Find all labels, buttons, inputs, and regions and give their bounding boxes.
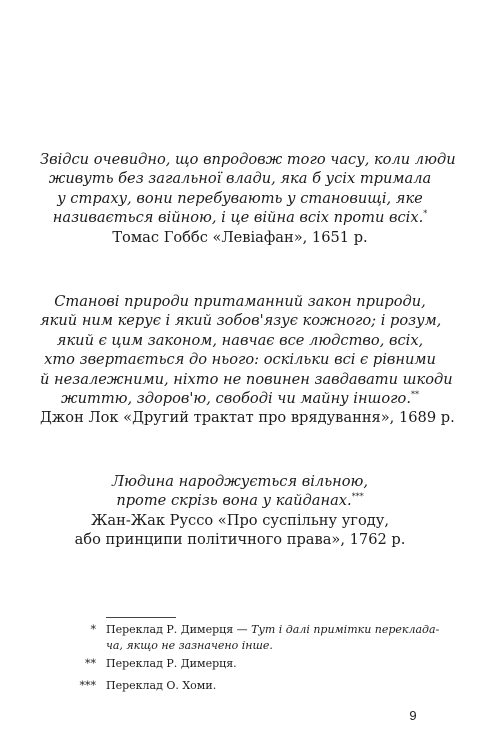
attribution: або принципи політичного права», 1762 р. [74, 531, 406, 549]
quote-text: називається війною, і це війна всіх проти всіх. [52, 209, 424, 227]
quote-line-last [40, 491, 440, 510]
epigraph-locke [40, 292, 455, 428]
page-number: 9 [409, 708, 417, 723]
footnote-note: Тут і далі примітки переклада- [251, 623, 440, 636]
quote-line: живуть без загальної влади, яка б усіх тримала [48, 170, 432, 188]
footnote-text: Переклад О. Хоми. [106, 679, 217, 692]
footnote-mark: * [90, 623, 96, 636]
footnote-mark: ** [85, 657, 96, 670]
footnote-mark: *** [79, 679, 96, 692]
epigraph-hobbes [40, 150, 456, 247]
quote-line: який ним керує і який зобов'язує кожного; і розум, [40, 312, 442, 330]
quote-line: у страху, вони перебувають у становищі, яке [57, 189, 423, 207]
quote-line: який є цим законом, навчає все людство, всіх, [56, 331, 424, 349]
footnote-mark: *** [351, 492, 364, 502]
footnote-mark: ** [410, 390, 419, 400]
epigraph-rousseau [40, 472, 440, 550]
quote-line: Звідси очевидно, що впродовж того часу, коли люди [40, 151, 456, 168]
footnote-note: ча, якщо не зазначено інше. [106, 639, 273, 652]
footnote-divider [106, 617, 176, 618]
quote-line-last [40, 208, 440, 227]
footnote-text: Переклад Р. Димерця. [106, 657, 237, 670]
quote-line-last [40, 389, 440, 408]
quote-line: й незалежними, ніхто не повинен завдавати шкоди [40, 370, 453, 388]
attribution: Джон Лок «Другий трактат про врядування», 1689 р. [40, 409, 455, 427]
footnote-text [106, 622, 440, 654]
footnote-prefix: Переклад Р. Димерця — [106, 623, 252, 636]
quote-line: Людина народжується вільною, [111, 473, 369, 490]
quote-text: проте скрізь вона у кайданах. [116, 492, 352, 510]
attribution: Томас Гоббс «Левіафан», 1651 р. [112, 228, 368, 246]
quote-line: хто звертається до нього: оскільки всі є рівними [44, 351, 436, 369]
attribution: Жан-Жак Руссо «Про суспільну угоду, [91, 511, 389, 529]
quote-line: Станові природи притаманний закон природи, [54, 293, 426, 310]
quote-text: життю, здоров'ю, свободі чи майну іншого. [61, 390, 411, 408]
footnote-mark: * [423, 209, 428, 219]
